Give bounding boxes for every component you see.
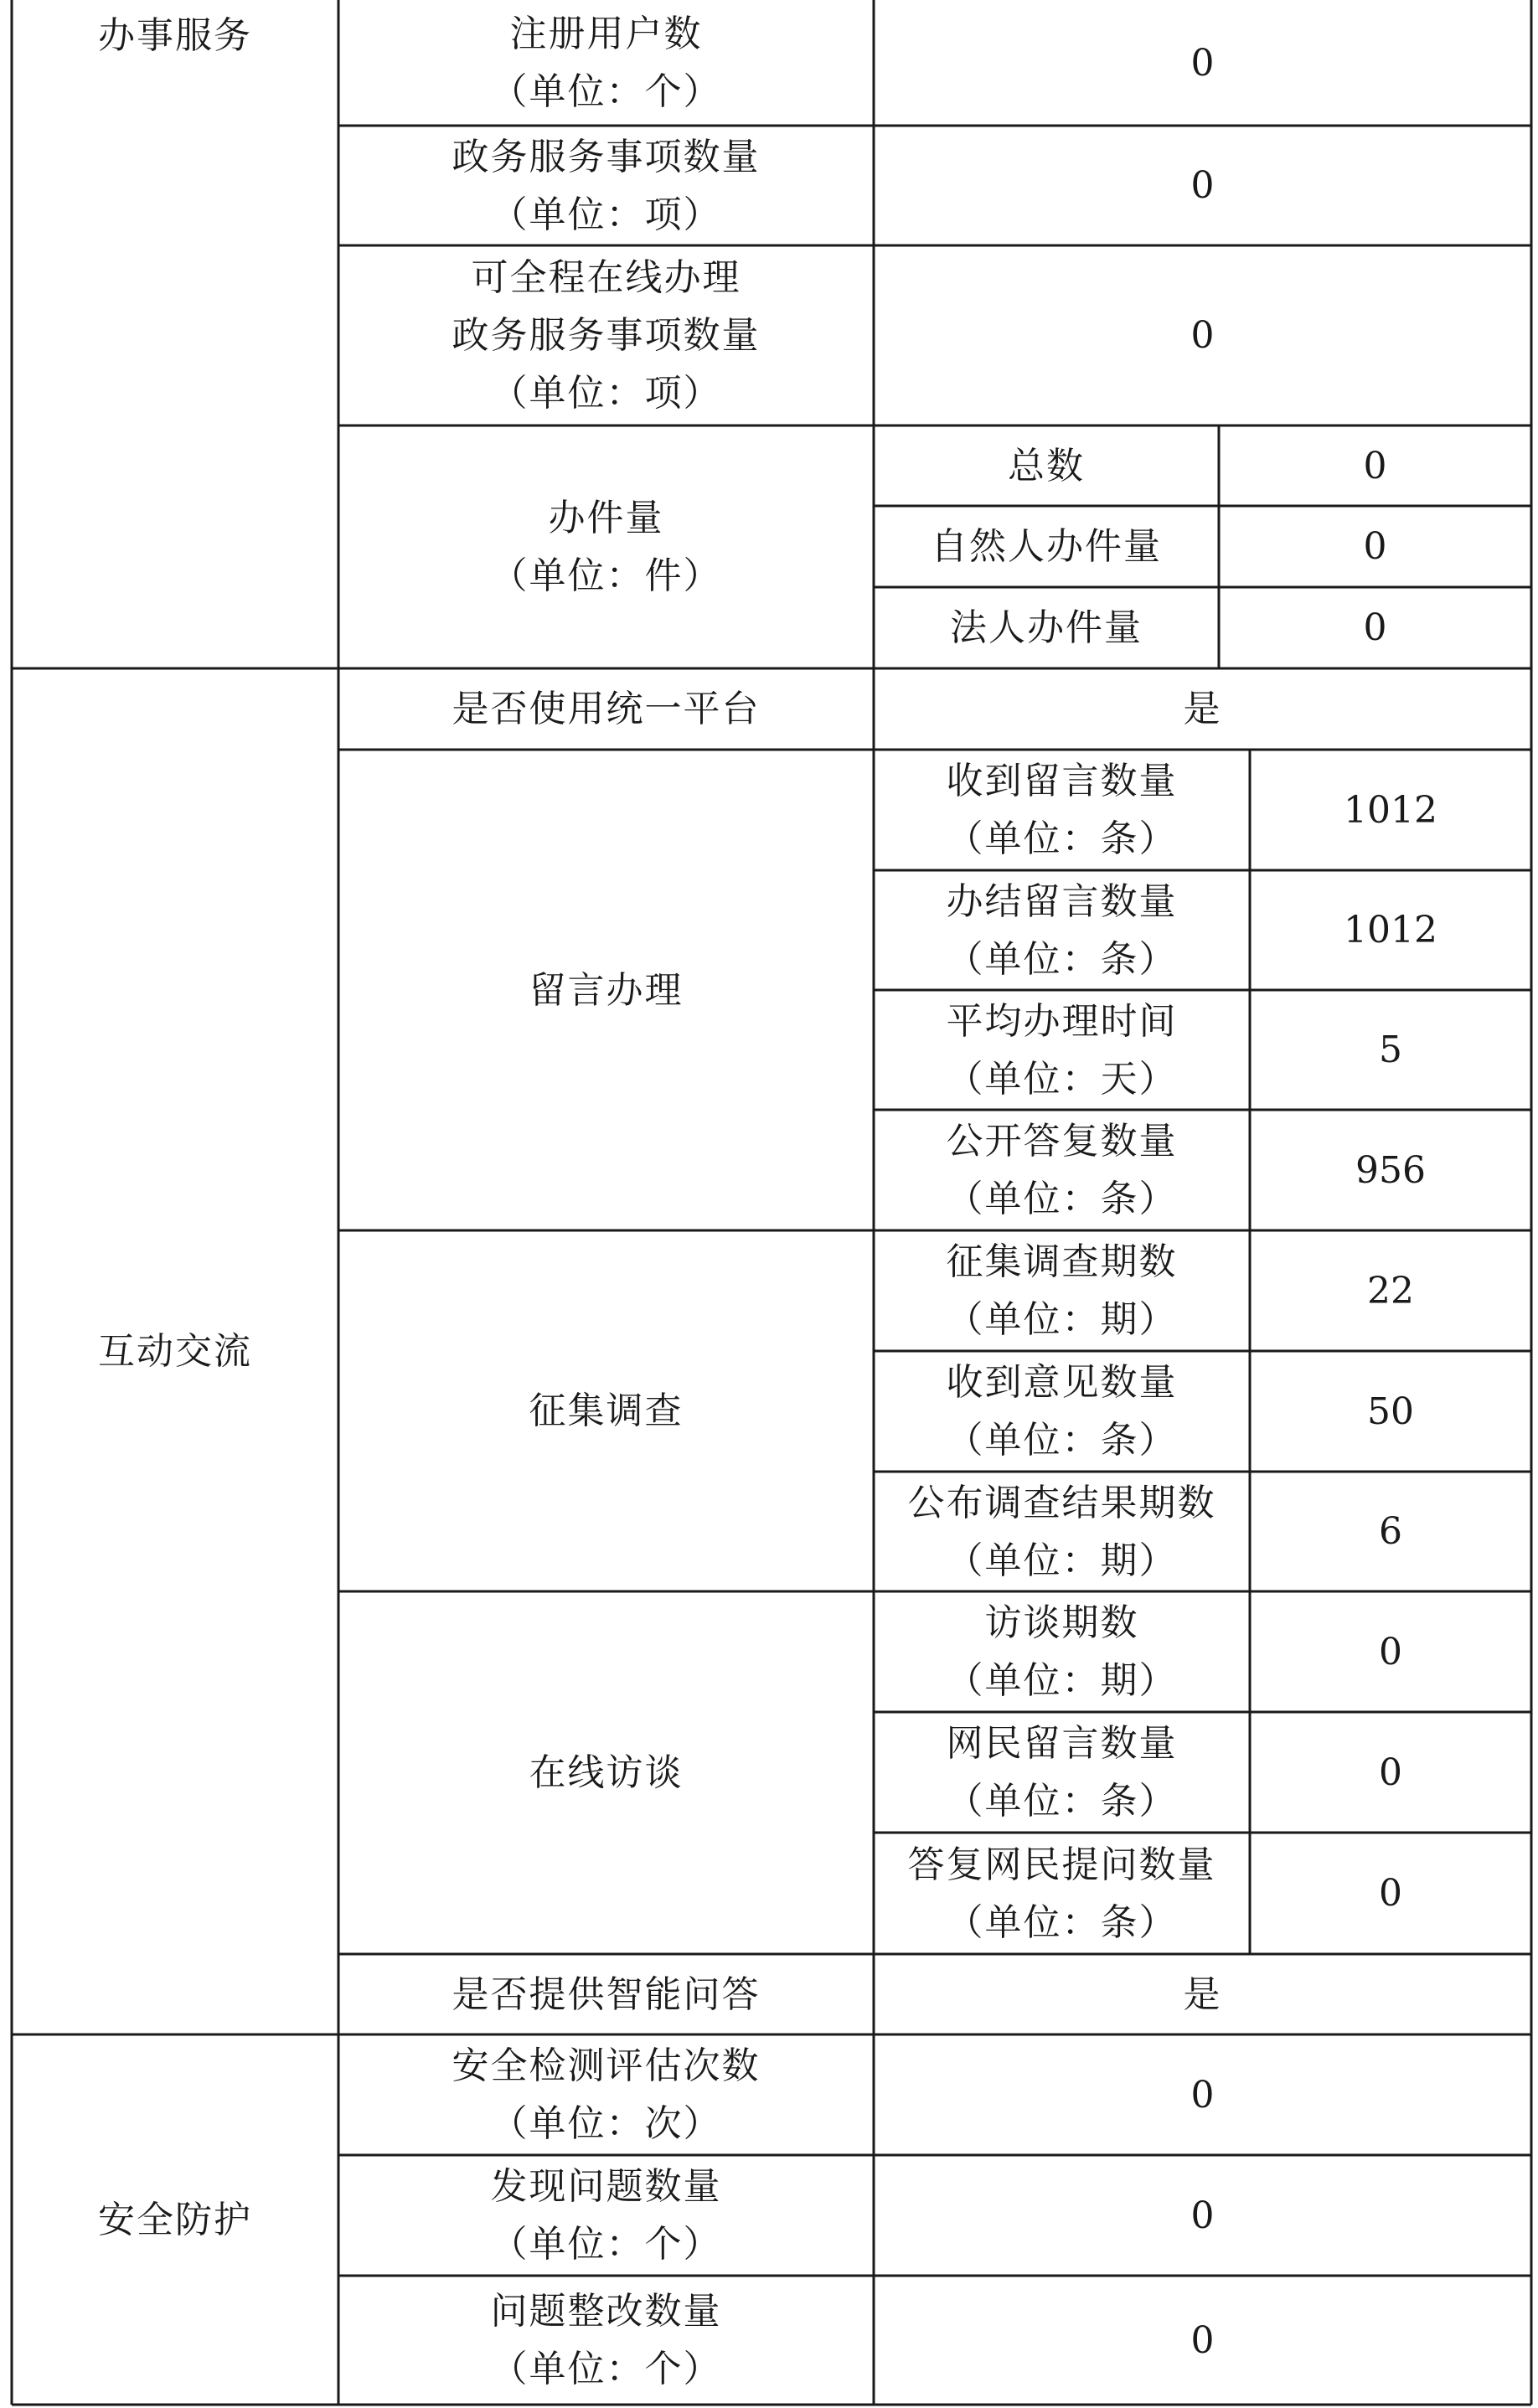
matters-value: 0 bbox=[1190, 164, 1215, 207]
survey-results-label: 公布调查结果期数 （单位：期） bbox=[907, 1481, 1216, 1582]
cases-label: 办件量 （单位：件） bbox=[490, 497, 722, 597]
survey-periods-value: 22 bbox=[1367, 1269, 1414, 1312]
unified-platform-value: 是 bbox=[1183, 688, 1222, 730]
issues-found-label: 发现问题数量 （单位：个） bbox=[490, 2165, 722, 2266]
messages-received-label: 收到留言数量 （单位：条） bbox=[946, 760, 1178, 860]
cases-total-label: 总数 bbox=[1008, 444, 1085, 487]
messages-label: 留言办理 bbox=[529, 968, 684, 1012]
assessments-label: 安全检测评估次数 （单位：次） bbox=[452, 2044, 761, 2145]
section-interaction-title: 互动交流 bbox=[98, 1330, 252, 1373]
cases-legal-value: 0 bbox=[1363, 606, 1387, 649]
interview-answered-label: 答复网民提问数量 （单位：条） bbox=[907, 1843, 1216, 1944]
section-security-title: 安全防护 bbox=[98, 2198, 252, 2241]
online-matters-value: 0 bbox=[1190, 314, 1215, 357]
reg-users-value: 0 bbox=[1190, 41, 1215, 85]
assessments-value: 0 bbox=[1190, 2073, 1215, 2117]
online-matters-label: 可全程在线办理 政务服务事项数量 （单位：项） bbox=[452, 256, 761, 415]
survey-opinions-value: 50 bbox=[1367, 1390, 1414, 1433]
interview-periods-label: 访谈期数 （单位：期） bbox=[946, 1601, 1178, 1702]
smart-qa-value: 是 bbox=[1183, 1972, 1222, 2016]
smart-qa-label: 是否提供智能问答 bbox=[452, 1972, 761, 2016]
interview-periods-value: 0 bbox=[1379, 1630, 1402, 1673]
messages-public-replies-value: 956 bbox=[1355, 1148, 1426, 1192]
survey-periods-label: 征集调查期数 （单位：期） bbox=[946, 1240, 1178, 1341]
issues-found-value: 0 bbox=[1190, 2194, 1215, 2237]
cases-natural-value: 0 bbox=[1363, 525, 1387, 568]
messages-public-replies-label: 公开答复数量 （单位：条） bbox=[946, 1120, 1178, 1220]
section-office-title: 办事服务 bbox=[98, 14, 252, 57]
cases-total-value: 0 bbox=[1363, 444, 1387, 487]
cases-legal-label: 法人办件量 bbox=[950, 606, 1143, 649]
survey-label: 征集调查 bbox=[529, 1390, 684, 1432]
reg-users-label: 注册用户数 （单位：个） bbox=[490, 13, 722, 113]
messages-closed-label: 办结留言数量 （单位：条） bbox=[946, 879, 1178, 981]
messages-closed-value: 1012 bbox=[1344, 909, 1437, 951]
matters-label: 政务服务事项数量 （单位：项） bbox=[452, 135, 761, 236]
interview-answered-value: 0 bbox=[1379, 1872, 1402, 1915]
interview-label: 在线访谈 bbox=[529, 1751, 684, 1794]
interview-netizen-msgs-label: 网民留言数量 （单位：条） bbox=[946, 1722, 1178, 1823]
cases-natural-label: 自然人办件量 bbox=[931, 525, 1162, 568]
survey-opinions-label: 收到意见数量 （单位：条） bbox=[946, 1361, 1178, 1462]
issues-fixed-value: 0 bbox=[1190, 2318, 1215, 2362]
survey-results-value: 6 bbox=[1379, 1510, 1402, 1553]
messages-avg-time-label: 平均办理时间 （单位：天） bbox=[946, 999, 1178, 1101]
unified-platform-label: 是否使用统一平台 bbox=[452, 688, 761, 730]
interview-netizen-msgs-value: 0 bbox=[1379, 1751, 1402, 1794]
messages-received-value: 1012 bbox=[1344, 788, 1437, 832]
messages-avg-time-value: 5 bbox=[1379, 1029, 1402, 1071]
issues-fixed-label: 问题整改数量 （单位：个） bbox=[490, 2290, 722, 2390]
